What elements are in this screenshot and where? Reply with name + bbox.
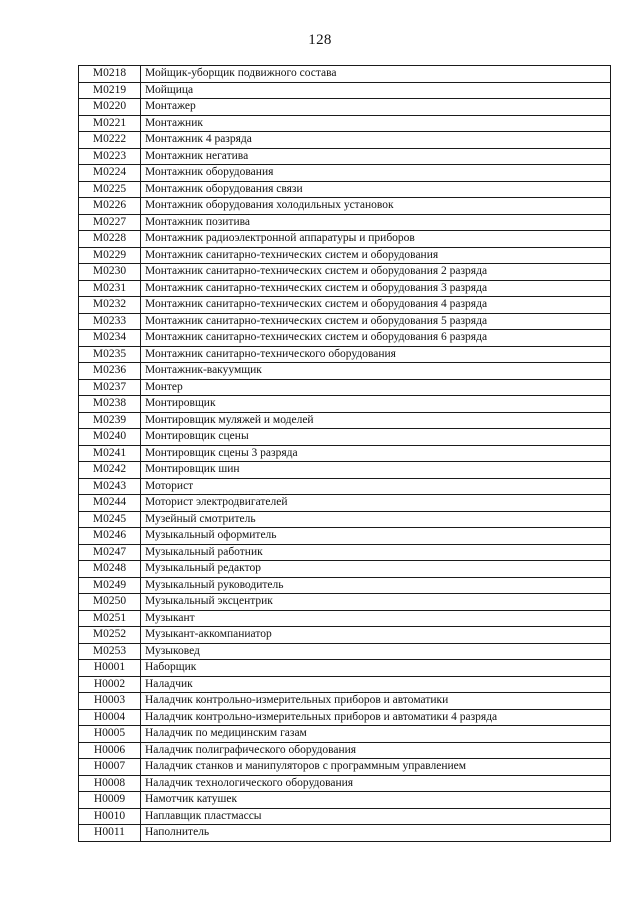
table-row (79, 181, 611, 198)
row-profession-name: Монтировщик муляжей и моделей (141, 412, 611, 429)
table-row (79, 396, 611, 413)
table-row (79, 363, 611, 380)
row-code: М0225 (79, 181, 141, 198)
table-row (79, 627, 611, 644)
table-row (79, 709, 611, 726)
table-row (79, 544, 611, 561)
row-code: М0239 (79, 412, 141, 429)
row-profession-name: Монтажник (141, 115, 611, 132)
row-code: М0224 (79, 165, 141, 182)
table-row (79, 577, 611, 594)
table-row (79, 660, 611, 677)
table-row (79, 280, 611, 297)
table-row (79, 115, 611, 132)
table-row (79, 792, 611, 809)
row-code: М0244 (79, 495, 141, 512)
row-code: М0238 (79, 396, 141, 413)
table-row (79, 82, 611, 99)
row-profession-name: Мойщица (141, 82, 611, 99)
row-profession-name: Наладчик станков и манипуляторов с программным управлением (141, 759, 611, 776)
table-row (79, 247, 611, 264)
table-row (79, 429, 611, 446)
row-profession-name: Музыкант-аккомпаниатор (141, 627, 611, 644)
row-profession-name: Музыкальный работник (141, 544, 611, 561)
row-code: М0246 (79, 528, 141, 545)
row-code: М0233 (79, 313, 141, 330)
row-code: М0249 (79, 577, 141, 594)
table-row (79, 693, 611, 710)
row-code: М0223 (79, 148, 141, 165)
row-code: М0241 (79, 445, 141, 462)
profession-code-table (78, 65, 611, 842)
table-row (79, 495, 611, 512)
row-profession-name: Монтировщик сцены (141, 429, 611, 446)
row-code: М0226 (79, 198, 141, 215)
row-profession-name: Монтер (141, 379, 611, 396)
row-profession-name: Монтировщик (141, 396, 611, 413)
row-code: М0234 (79, 330, 141, 347)
row-code: Н0008 (79, 775, 141, 792)
row-code: М0222 (79, 132, 141, 149)
row-profession-name: Наборщик (141, 660, 611, 677)
row-code: Н0007 (79, 759, 141, 776)
row-code: Н0005 (79, 726, 141, 743)
row-code: М0229 (79, 247, 141, 264)
row-profession-name: Монтажник позитива (141, 214, 611, 231)
row-profession-name: Музыкальный оформитель (141, 528, 611, 545)
row-profession-name: Моторист электродвигателей (141, 495, 611, 512)
table-row (79, 198, 611, 215)
row-code: М0245 (79, 511, 141, 528)
row-profession-name: Монтировщик шин (141, 462, 611, 479)
row-code: М0240 (79, 429, 141, 446)
row-code: М0227 (79, 214, 141, 231)
table-row (79, 742, 611, 759)
row-profession-name: Монтажник оборудования холодильных установок (141, 198, 611, 215)
row-profession-name: Монтажник негатива (141, 148, 611, 165)
table-row (79, 66, 611, 83)
table-row (79, 676, 611, 693)
row-profession-name: Музыкант (141, 610, 611, 627)
row-profession-name: Монтажник санитарно-технических систем и оборудования 4 разряда (141, 297, 611, 314)
table-row (79, 214, 611, 231)
table-row (79, 231, 611, 248)
row-code: Н0003 (79, 693, 141, 710)
row-profession-name: Музейный смотритель (141, 511, 611, 528)
row-code: М0253 (79, 643, 141, 660)
row-profession-name: Монтажник санитарно-технических систем и оборудования (141, 247, 611, 264)
table-row (79, 379, 611, 396)
table-row (79, 297, 611, 314)
table-row (79, 330, 611, 347)
row-code: Н0010 (79, 808, 141, 825)
row-code: М0235 (79, 346, 141, 363)
table-row (79, 528, 611, 545)
row-profession-name: Монтажник 4 разряда (141, 132, 611, 149)
row-code: Н0011 (79, 825, 141, 842)
row-code: М0237 (79, 379, 141, 396)
row-profession-name: Наладчик технологического оборудования (141, 775, 611, 792)
row-code: М0236 (79, 363, 141, 380)
row-code: М0243 (79, 478, 141, 495)
row-profession-name: Монтажник радиоэлектронной аппаратуры и приборов (141, 231, 611, 248)
row-profession-name: Намотчик катушек (141, 792, 611, 809)
table-row (79, 346, 611, 363)
row-code: М0220 (79, 99, 141, 116)
row-code: М0228 (79, 231, 141, 248)
table-row (79, 808, 611, 825)
table-row (79, 148, 611, 165)
row-code: Н0002 (79, 676, 141, 693)
page-number: 128 (308, 32, 332, 48)
row-profession-name: Наладчик по медицинским газам (141, 726, 611, 743)
row-profession-name: Монтировщик сцены 3 разряда (141, 445, 611, 462)
row-code: М0231 (79, 280, 141, 297)
row-profession-name: Музыковед (141, 643, 611, 660)
row-profession-name: Монтажник санитарно-технических систем и оборудования 5 разряда (141, 313, 611, 330)
table-row (79, 643, 611, 660)
row-code: М0251 (79, 610, 141, 627)
row-code: М0232 (79, 297, 141, 314)
row-code: Н0001 (79, 660, 141, 677)
table-row (79, 165, 611, 182)
table-row (79, 478, 611, 495)
row-profession-name: Монтажник санитарно-технических систем и оборудования 2 разряда (141, 264, 611, 281)
table-row (79, 99, 611, 116)
row-profession-name: Монтажник санитарно-технических систем и оборудования 6 разряда (141, 330, 611, 347)
row-profession-name: Наладчик контрольно-измерительных приборов и автоматики (141, 693, 611, 710)
row-profession-name: Музыкальный эксцентрик (141, 594, 611, 611)
table-row (79, 726, 611, 743)
row-code: М0218 (79, 66, 141, 83)
row-profession-name: Музыкальный руководитель (141, 577, 611, 594)
table-row (79, 462, 611, 479)
table-row (79, 775, 611, 792)
row-profession-name: Наладчик (141, 676, 611, 693)
table-row (79, 445, 611, 462)
row-code: М0242 (79, 462, 141, 479)
table-row (79, 610, 611, 627)
row-profession-name: Наплавщик пластмассы (141, 808, 611, 825)
row-profession-name: Монтажник оборудования (141, 165, 611, 182)
table-row (79, 313, 611, 330)
row-code: Н0009 (79, 792, 141, 809)
row-profession-name: Монтажник санитарно-технического оборудования (141, 346, 611, 363)
row-profession-name: Мойщик-уборщик подвижного состава (141, 66, 611, 83)
table-row (79, 825, 611, 842)
row-profession-name: Монтажер (141, 99, 611, 116)
row-profession-name: Наладчик контрольно-измерительных приборов и автоматики 4 разряда (141, 709, 611, 726)
table-body (79, 66, 611, 842)
row-code: М0248 (79, 561, 141, 578)
table-row (79, 561, 611, 578)
table-row (79, 594, 611, 611)
row-code: М0219 (79, 82, 141, 99)
row-code: Н0004 (79, 709, 141, 726)
row-code: М0230 (79, 264, 141, 281)
row-code: М0250 (79, 594, 141, 611)
row-profession-name: Музыкальный редактор (141, 561, 611, 578)
row-profession-name: Наладчик полиграфического оборудования (141, 742, 611, 759)
row-profession-name: Моторист (141, 478, 611, 495)
row-code: Н0006 (79, 742, 141, 759)
table-row (79, 132, 611, 149)
row-code: М0252 (79, 627, 141, 644)
table-row (79, 511, 611, 528)
row-code: М0221 (79, 115, 141, 132)
row-profession-name: Монтажник оборудования связи (141, 181, 611, 198)
table-row (79, 759, 611, 776)
table-row (79, 264, 611, 281)
table-row (79, 412, 611, 429)
row-code: М0247 (79, 544, 141, 561)
row-profession-name: Наполнитель (141, 825, 611, 842)
row-profession-name: Монтажник-вакуумщик (141, 363, 611, 380)
row-profession-name: Монтажник санитарно-технических систем и оборудования 3 разряда (141, 280, 611, 297)
